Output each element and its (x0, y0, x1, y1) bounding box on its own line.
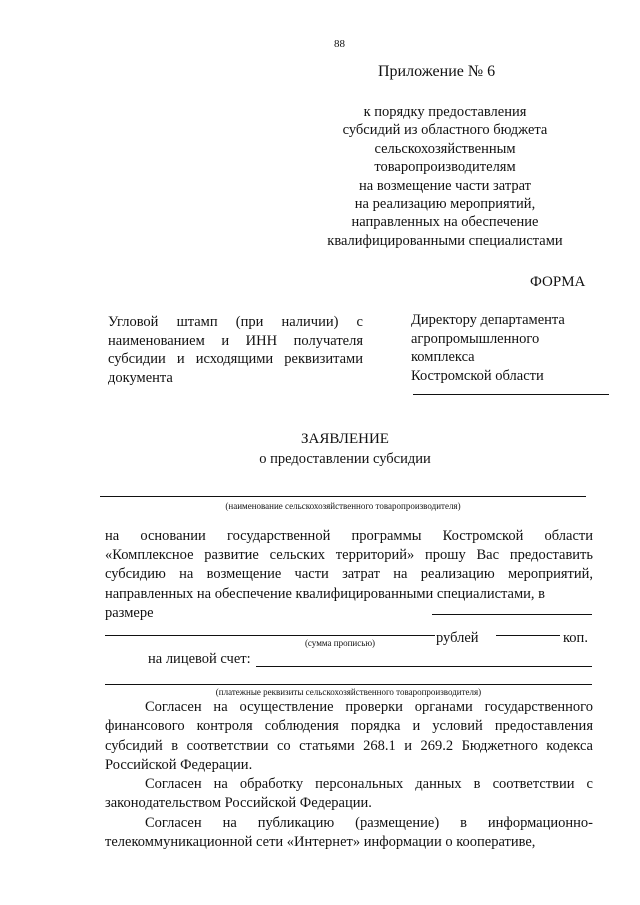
appendix-desc-line: направленных на обеспечение (351, 214, 539, 231)
appendix-desc-line: субсидий из областного бюджета (342, 122, 548, 139)
rubles-label: рублей (436, 630, 479, 646)
appendix-desc-line: товаропроизводителям (374, 159, 516, 176)
amount-field-top[interactable] (432, 614, 592, 615)
addressee-line: Директору департамента (411, 312, 565, 328)
statement-subtitle: о предоставлении субсидии (259, 451, 431, 467)
addressee-line: Костромской области (411, 367, 544, 384)
account-label: на лицевой счет: (148, 651, 251, 667)
request-paragraph: на основании государственной программы Костромской области «Комплексное развитие сельских территорий» прошу Вас предоставить субсидию на возмещение части затрат на реализацию мероприятий, направленных на обеспечение квалифицированными специалистами, в (105, 528, 593, 602)
appendix-description (300, 103, 590, 250)
consents-block (105, 698, 593, 852)
amount-label: размере (105, 605, 154, 621)
addressee-block (411, 311, 611, 385)
page-number: 88 (334, 38, 345, 50)
payment-details-caption: (платежные реквизиты сельскохозяйственного товаропроизводителя) (215, 687, 482, 697)
statement-title: ЗАЯВЛЕНИЕ (301, 431, 389, 447)
account-field[interactable] (256, 666, 592, 667)
consent-paragraph: Согласен на публикацию (размещение) в информационно-телекоммуникационной сети «Интернет» информации о кооперативе, (105, 814, 593, 851)
consent-paragraph: Согласен на обработку персональных данных в соответствии с законодательством Российской Федерации. (105, 776, 593, 812)
kopecks-label: коп. (563, 630, 588, 646)
addressee-line: агропромышленного (411, 330, 540, 347)
addressee-line: комплекса (411, 349, 475, 365)
consent-paragraph: Согласен на осуществление проверки органами государственного финансового контроля соблюдения порядка и условий предоставления субсидий в соответствии со статьями 268.1 и 269.2 Бюджетного кодекса Российской Федерации. (105, 699, 593, 773)
producer-name-field[interactable] (100, 496, 586, 497)
payment-details-field[interactable] (105, 684, 592, 685)
producer-name-caption: (наименование сельскохозяйственного товаропроизводителя) (225, 501, 461, 511)
appendix-desc-line: на реализацию мероприятий, (354, 196, 536, 213)
form-label: ФОРМА (530, 274, 586, 290)
appendix-desc-line: сельскохозяйственным (374, 140, 516, 157)
appendix-title: Приложение № 6 (378, 63, 496, 80)
kopecks-field[interactable] (496, 635, 560, 636)
appendix-desc-line: квалифицированными специалистами (327, 232, 563, 249)
appendix-desc-line: к порядку предоставления (363, 104, 527, 120)
addressee-signature-line[interactable] (413, 394, 609, 395)
amount-words-field[interactable] (105, 635, 435, 636)
appendix-desc-line: на возмещение части затрат (359, 177, 531, 194)
sum-caption: (сумма прописью) (304, 638, 376, 648)
corner-stamp-note: Угловой штамп (при наличии) с наименованием и ИНН получателя субсидии и исходящими реквизитами документа (108, 314, 363, 386)
